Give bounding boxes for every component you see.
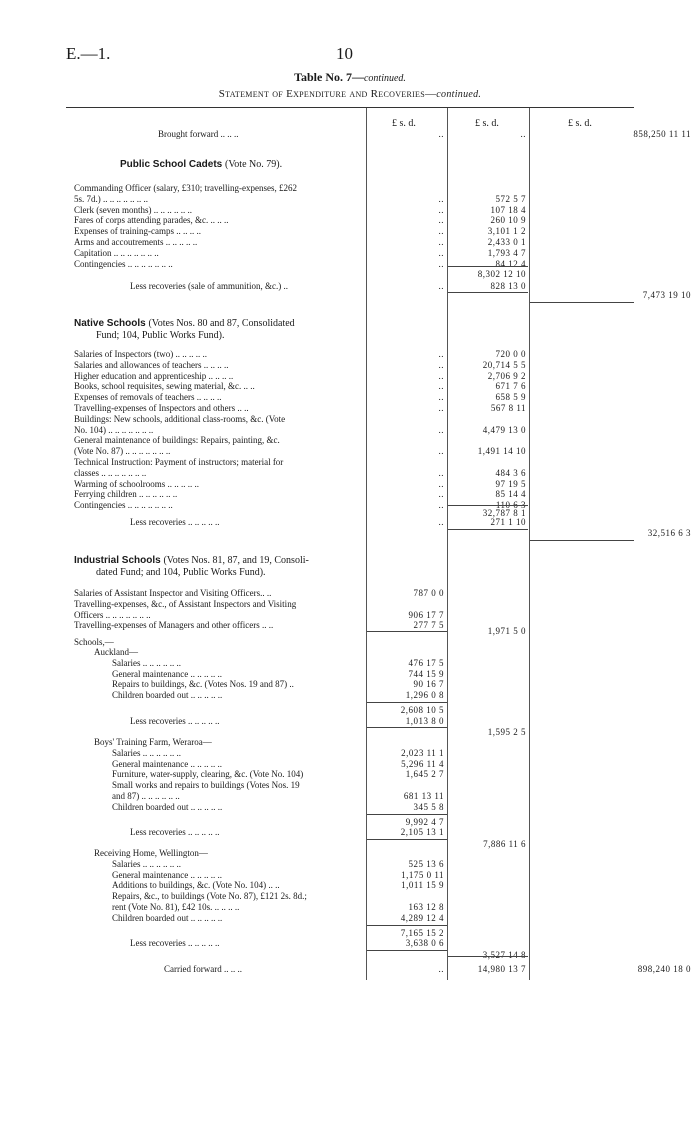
row-description: (Vote No. 87) .. .. .. .. .. .. .. [74,446,171,457]
column-header: £ s. d. [392,118,416,129]
carried-forward-row [74,963,698,975]
amount-c1: 3,638 0 6 [405,938,444,949]
amount-c1: .. [438,500,444,511]
row-description: and 87) .. .. .. .. .. .. [112,791,180,801]
amount-c1: .. [438,237,444,247]
table-row [74,949,698,961]
row-description: Books, school requisites, sewing material, &c. .. .. [74,381,255,392]
amount-c2: 110 6 3 [495,500,526,511]
amount-c1: .. [438,129,444,139]
page-id: E.—1. [66,44,111,63]
table-row [74,689,698,701]
row-description: Boys' Training Farm, Weraroa— [94,737,212,747]
amount-c2: 85 14 4 [495,489,526,500]
amount-c3: 7,473 19 10 [642,290,691,300]
row-description: rent (Vote No. 81), £42 10s. .. .. .. .. [112,902,240,912]
amount-c1: .. [438,478,444,489]
amount-c2: 260 10 9 [490,215,526,226]
amount-c1: 7,165 15 2 [400,927,444,938]
row-description: classes .. .. .. .. .. .. .. [74,467,147,478]
amount-c1: 681 13 11 [403,791,444,801]
sum-rule [530,302,634,303]
row-description: Commanding Officer (salary, £310; travelling-expenses, £262 [74,183,297,193]
amount-c1: .. [438,964,444,974]
amount-c2: 720 0 0 [495,349,526,359]
amount-c2: 3,101 1 2 [487,226,526,237]
amount-c3: 858,250 11 11 [633,129,691,139]
amount-c1: .. [438,424,444,435]
amount-c1: 1,013 8 0 [405,715,444,726]
row-description: Expenses of removals of teachers .. .. .. .. [74,392,222,403]
sum-rule [448,266,528,267]
sum-rule [367,814,447,815]
row-description: Officers .. .. .. .. .. .. .. [74,609,151,620]
amount-c3: 898,240 18 0 [637,964,691,974]
brought-forward-row [74,128,698,140]
amount-c1: 787 0 0 [413,588,444,598]
row-description: Receiving Home, Wellington— [94,848,208,858]
row-description: Less recoveries .. .. .. .. .. [130,517,220,527]
amount-c1: 906 17 7 [408,609,444,620]
sum-rule [448,956,528,957]
section-heading: Native Schools (Votes Nos. 80 and 87, Consolidated Fund; 104, Public Works Fund). [74,318,295,341]
amount-c1: .. [438,489,444,500]
row-description: Salaries .. .. .. .. .. .. [112,747,181,758]
row-description: Less recoveries .. .. .. .. .. [130,938,220,949]
amount-c2: 32,787 8 1 [482,508,526,518]
column-header: £ s. d. [568,118,592,129]
amount-c2: 828 13 0 [490,281,526,291]
table-row [74,527,698,539]
amount-c2: .. [520,129,526,139]
row-description: Children boarded out .. .. .. .. .. [112,801,223,812]
amount-c2: 1,595 2 5 [487,727,526,737]
amount-c1: 2,105 13 1 [400,827,444,838]
amount-c2: 2,433 0 1 [487,237,526,247]
amount-c1: 2,608 10 5 [400,705,444,715]
amount-c1: 1,011 15 9 [401,880,444,891]
sum-rule [367,925,447,926]
row-description: Schools,— [74,637,114,647]
amount-c1: .. [438,281,444,291]
row-description: Less recoveries .. .. .. .. .. [130,715,220,726]
amount-c2: 671 7 6 [495,381,526,392]
row-description: Clerk (seven months) .. .. .. .. .. .. [74,204,192,215]
table-row [74,937,698,949]
row-description: Salaries of Inspectors (two) .. .. .. .. .. [74,349,207,359]
row-description: Travelling-expenses, &c., of Assistant Inspectors and Visiting [74,598,297,609]
amount-c2: 658 5 9 [495,392,526,403]
amount-c1: 4,289 12 4 [400,912,444,923]
row-description: Capitation .. .. .. .. .. .. .. [74,247,159,258]
amount-c1: 525 13 6 [408,858,444,869]
amount-c2: 572 5 7 [495,193,526,204]
row-description: Repairs to buildings, &c. (Votes Nos. 19 and 87) .. [112,679,294,690]
amount-c1: .. [438,247,444,258]
row-description: Warming of schoolrooms .. .. .. .. .. [74,478,200,489]
row-description: Technical Instruction: Payment of instructors; material for [74,457,284,467]
amount-c1: 9,992 4 7 [405,816,444,827]
column-header: £ s. d. [475,118,499,129]
row-description: Salaries .. .. .. .. .. .. [112,657,181,668]
row-description: Salaries of Assistant Inspector and Visiting Officers.. .. [74,588,272,598]
amount-c1: 1,296 0 8 [405,690,444,701]
amount-c1: 277 7 5 [413,620,444,631]
amount-c1: 163 12 8 [408,902,444,912]
row-description: Small works and repairs to buildings (Votes Nos. 19 [112,780,300,791]
table-row [74,801,698,813]
amount-c2: 4,479 13 0 [482,424,526,435]
page-number: 10 [336,44,353,63]
amount-c1: .. [438,349,444,359]
amount-c1: 5,296 11 4 [401,758,444,769]
amount-c1: .. [438,193,444,204]
row-description: Children boarded out .. .. .. .. .. [112,912,223,923]
row-description: Carried forward .. .. .. [164,964,242,974]
amount-c1: 2,023 11 1 [401,747,444,758]
amount-c2: 7,886 11 6 [483,838,526,849]
amount-c1: .. [438,258,444,269]
row-description: Higher education and apprenticeship .. .. .. .. [74,370,234,381]
amount-c1: .. [438,215,444,226]
sum-rule [367,702,447,703]
row-description: No. 104) .. .. .. .. .. .. .. [74,424,154,435]
statement-title: Statement of Expenditure and Recoveries—continued. [218,88,482,100]
amount-c2: 1,793 4 7 [487,247,526,258]
row-description: Children boarded out .. .. .. .. .. [112,690,223,701]
amount-c1: .. [438,517,444,527]
amount-c1: .. [438,359,444,370]
row-description: Travelling-expenses of Managers and other officers .. .. [74,620,274,631]
row-description: Contingencies .. .. .. .. .. .. .. [74,500,173,511]
amount-c2: 20,714 5 5 [482,359,526,370]
row-description: General maintenance .. .. .. .. .. [112,869,222,880]
amount-c2: 567 8 11 [490,403,526,413]
amount-c1: .. [438,226,444,237]
row-description: Arms and accoutrements .. .. .. .. .. [74,237,198,247]
row-description: Ferrying children .. .. .. .. .. .. [74,489,178,500]
row-description: Additions to buildings, &c. (Vote No. 104) .. .. [112,880,280,891]
row-description: Fares of corps attending parades, &c. .. .. .. [74,215,229,226]
table-row [74,289,698,301]
row-description: Salaries and allowances of teachers .. .. .. .. [74,359,229,370]
amount-c1: 90 16 7 [413,679,444,690]
amount-c2: 8,302 12 10 [477,269,526,279]
row-description: Travelling-expenses of Inspectors and others .. .. [74,403,249,413]
amount-c2: 271 1 10 [490,517,526,527]
row-description: General maintenance .. .. .. .. .. [112,668,222,679]
table-row [74,826,698,838]
amount-c2: 107 18 4 [490,204,526,215]
header-rule [66,107,634,108]
amount-c1: .. [438,446,444,457]
amount-c1: .. [438,467,444,478]
amount-c1: .. [438,204,444,215]
amount-c2: 14,980 13 7 [477,964,526,974]
amount-c2: 2,706 9 2 [487,370,526,381]
sum-rule [448,505,528,506]
amount-c1: .. [438,370,444,381]
row-description: Furniture, water-supply, clearing, &c. (Vote No. 104) [112,769,304,780]
amount-c1: 476 17 5 [408,657,444,668]
amount-c2: 1,971 5 0 [487,626,526,636]
table-row [74,268,698,280]
amount-c1: .. [438,403,444,413]
amount-c2: 1,491 14 10 [477,446,526,457]
amount-c2: 484 3 6 [495,467,526,478]
sum-rule [530,540,634,541]
row-description: Less recoveries .. .. .. .. .. [130,827,220,838]
row-description: Expenses of training-camps .. .. .. .. [74,226,201,237]
row-description: Salaries .. .. .. .. .. .. [112,858,181,869]
row-description: Buildings: New schools, additional class-rooms, &c. (Vote [74,413,286,424]
amount-c2: 3,527 14 8 [482,949,526,960]
row-description: General maintenance .. .. .. .. .. [112,758,222,769]
table-row [74,912,698,924]
section-heading: Industrial Schools (Votes Nos. 81, 87, and 19, Consoli- dated Fund; and 104, Public Works Fund). [74,555,309,578]
amount-c1: 1,645 2 7 [405,769,444,780]
amount-c2: 97 19 5 [495,478,526,489]
amount-c1: .. [438,392,444,403]
amount-c1: .. [438,381,444,392]
table-title: Table No. 7—continued. [294,70,406,84]
table-row [74,715,698,727]
row-description: Auckland— [94,647,138,657]
amount-c1: 1,175 0 11 [401,869,444,880]
row-description: 5s. 7d.) .. .. .. .. .. .. .. [74,193,148,204]
row-description: Contingencies .. .. .. .. .. .. .. [74,258,173,269]
row-description: General maintenance of buildings: Repairs, painting, &c. [74,435,280,446]
row-description: Brought forward .. .. .. [158,129,239,139]
row-description: Less recoveries (sale of ammunition, &c.) .. [130,281,288,291]
amount-c2: 84 12 4 [495,258,526,269]
amount-c1: 345 5 8 [413,801,444,812]
amount-c1: 744 15 9 [408,668,444,679]
row-description: Repairs, &c., to buildings (Vote No. 87), £121 2s. 8d.; [112,891,307,902]
amount-c3: 32,516 6 3 [647,528,691,538]
section-heading: Public School Cadets (Vote No. 79). [120,159,283,170]
